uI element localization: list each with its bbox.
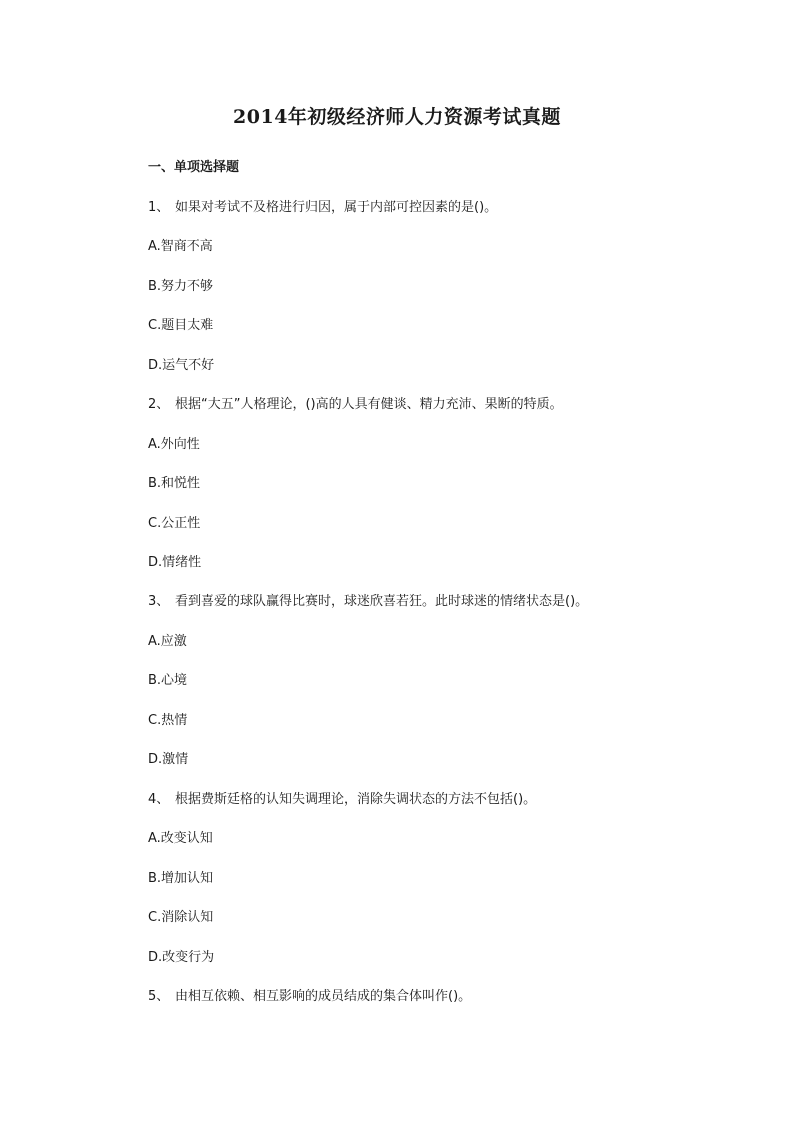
option-4a: A.改变认知	[148, 831, 213, 846]
question-5	[148, 987, 471, 1007]
question-number: 3、	[148, 594, 170, 609]
option-4b: B.增加认知	[148, 871, 214, 886]
option-2d: D.情绪性	[148, 555, 202, 570]
question-text: 如果对考试不及格进行归因，属于内部可控因素的是()。	[175, 200, 498, 215]
question-number: 1、	[148, 200, 170, 215]
option-3c: C.热情	[148, 713, 188, 728]
option-4d: D.改变行为	[148, 950, 215, 965]
option-3b: B.心境	[148, 673, 188, 688]
question-text: 由相互依赖、相互影响的成员结成的集合体叫作()。	[175, 989, 472, 1004]
option-3d: D.激情	[148, 752, 189, 767]
option-2b: B.和悦性	[148, 476, 201, 491]
question-4	[148, 790, 536, 810]
question-text: 根据“大五”人格理论，()高的人具有健谈、精力充沛、果断的特质。	[175, 397, 563, 412]
option-1c: C.题目太难	[148, 318, 214, 333]
question-text: 根据费斯廷格的认知失调理论，消除失调状态的方法不包括()。	[175, 792, 537, 807]
question-3	[148, 592, 588, 612]
question-number: 4、	[148, 792, 170, 807]
option-3a: A.应激	[148, 634, 187, 649]
question-text: 看到喜爱的球队赢得比赛时，球迷欣喜若狂。此时球迷的情绪状态是()。	[175, 594, 589, 609]
option-2c: C.公正性	[148, 516, 201, 531]
question-number: 5、	[148, 989, 170, 1004]
question-number: 2、	[148, 397, 170, 412]
question-2	[148, 395, 563, 415]
question-1	[148, 198, 497, 218]
option-2a: A.外向性	[148, 437, 200, 452]
option-1d: D.运气不好	[148, 358, 215, 373]
document-title: 2014年初级经济师人力资源考试真题	[233, 106, 561, 128]
option-1a: A.智商不高	[148, 239, 213, 254]
option-1b: B.努力不够	[148, 279, 214, 294]
option-4c: C.消除认知	[148, 910, 214, 925]
section-heading: 一、单项选择题	[148, 160, 240, 175]
